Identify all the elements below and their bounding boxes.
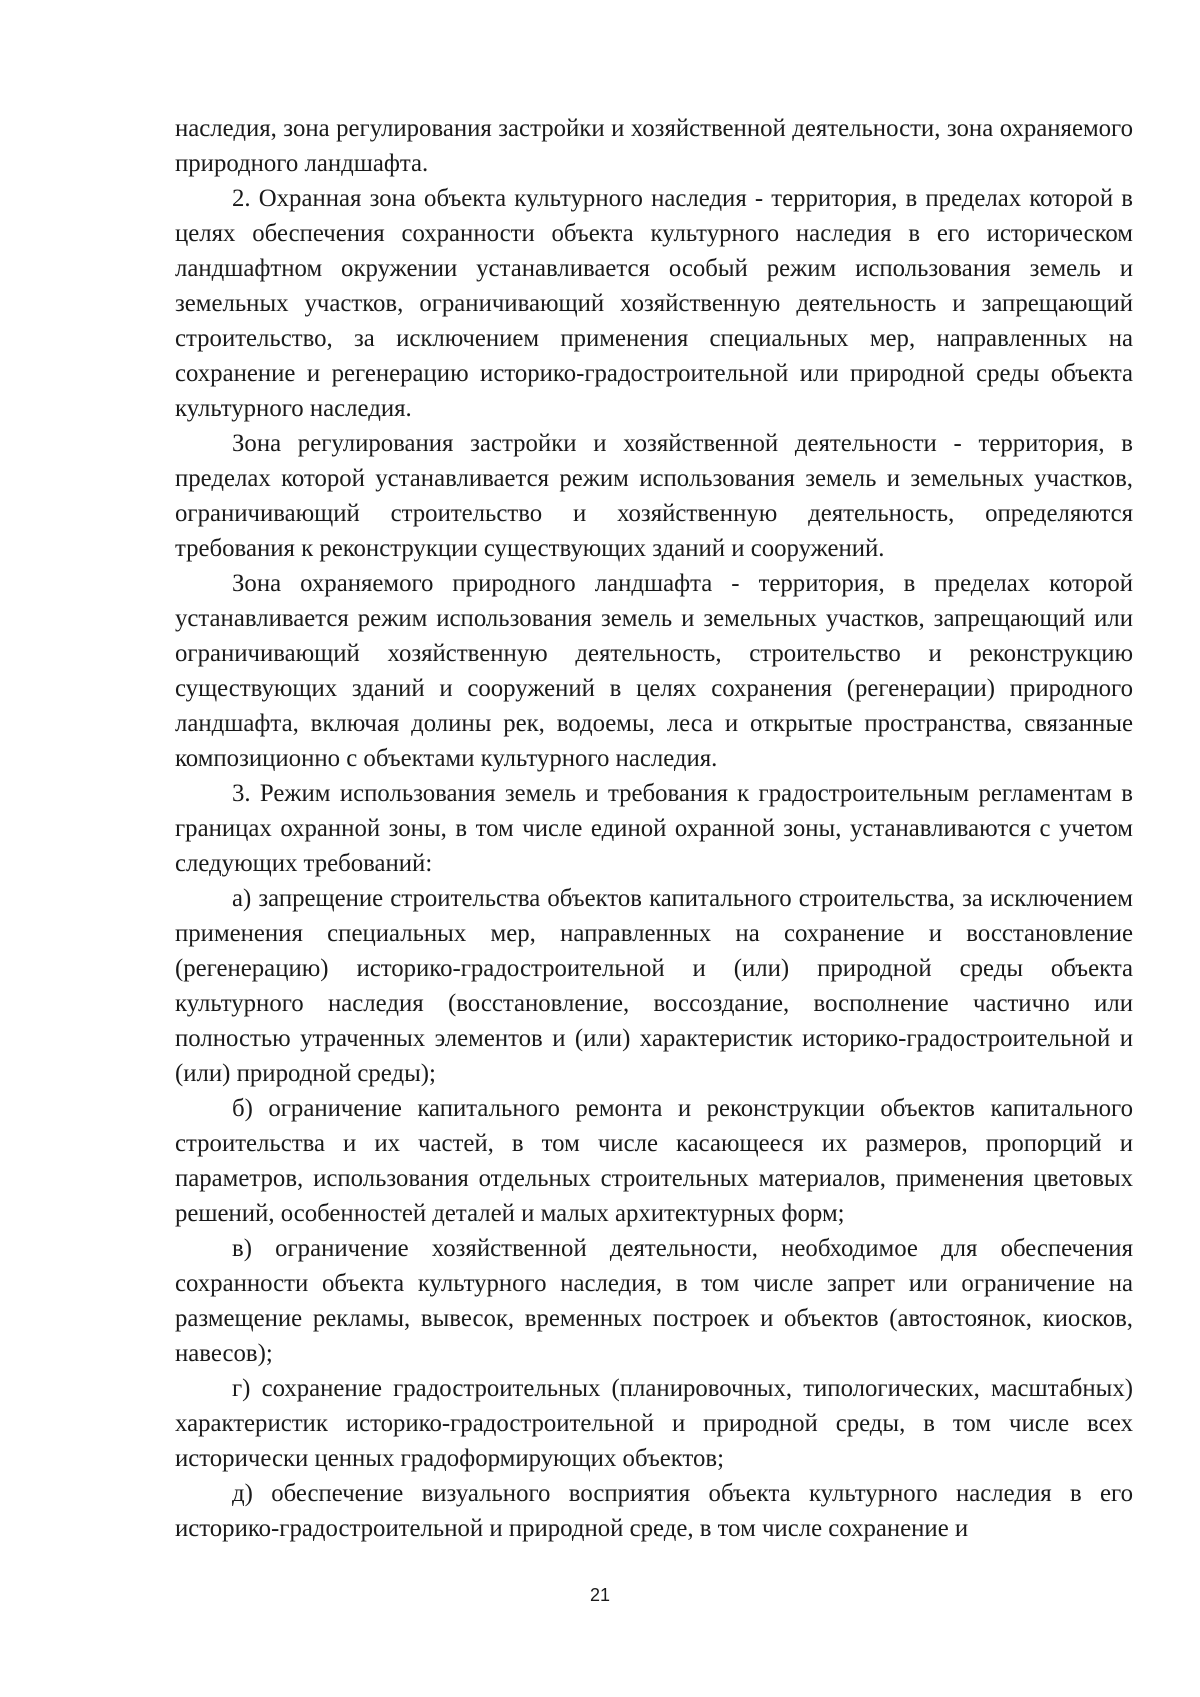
list-item-g: г) сохранение градостроительных (планировочных, типологических, масштабных) характеристик историко-градостроительной и природной среды, в том числе всех исторически ценных градоформирующих объектов; bbox=[175, 1375, 1133, 1472]
paragraph-land-use-regime: 3. Режим использования земель и требования к градостроительным регламентам в границах охранной зоны, в том числе единой охранной зоны, устанавливаются с учетом следующих требований: bbox=[175, 780, 1133, 877]
document-body bbox=[175, 111, 1133, 1546]
page-number: 21 bbox=[589, 1585, 611, 1605]
list-item-v: в) ограничение хозяйственной деятельности, необходимое для обеспечения сохранности объекта культурного наследия, в том числе запрет или ограничение на размещение рекламы, вывесок, временных построек и объектов (автостоянок, киосков, навесов); bbox=[175, 1235, 1133, 1367]
paragraph-regulation-zone: Зона регулирования застройки и хозяйственной деятельности - территория, в пределах которой устанавливается режим использования земель и земельных участков, ограничивающий строительство и хозяйственную деятельность, определяются требования к реконструкции существующих зданий и сооружений. bbox=[175, 430, 1133, 562]
list-item-a: а) запрещение строительства объектов капитального строительства, за исключением применения специальных мер, направленных на сохранение и восстановление (регенерацию) историко-градостроительной и (или) природной среды объекта культурного наследия (восстановление, воссоздание, восполнение частично или полностью утраченных элементов и (или) характеристик историко-градостроительной и (или) природной среды); bbox=[175, 885, 1133, 1087]
paragraph-continuation: наследия, зона регулирования застройки и хозяйственной деятельности, зона охраняемого природного ландшафта. bbox=[175, 115, 1133, 177]
list-item-d: д) обеспечение визуального восприятия объекта культурного наследия в его историко-градостроительной и природной среде, в том числе сохранение и bbox=[175, 1480, 1133, 1542]
paragraph-protection-zone: 2. Охранная зона объекта культурного наследия - территория, в пределах которой в целях обеспечения сохранности объекта культурного наследия в его историческом ландшафтном окружении устанавливается особый режим использования земель и земельных участков, ограничивающий хозяйственную деятельность и запрещающий строительство, за исключением применения специальных мер, направленных на сохранение и регенерацию историко-градостроительной или природной среды объекта культурного наследия. bbox=[175, 185, 1133, 422]
paragraph-landscape-zone: Зона охраняемого природного ландшафта - территория, в пределах которой устанавливается режим использования земель и земельных участков, запрещающий или ограничивающий хозяйственную деятельность, строительство и реконструкцию существующих зданий и сооружений в целях сохранения (регенерации) природного ландшафта, включая долины рек, водоемы, леса и открытые пространства, связанные композиционно с объектами культурного наследия. bbox=[175, 570, 1133, 772]
list-item-b: б) ограничение капитального ремонта и реконструкции объектов капитального строительства и их частей, в том числе касающееся их размеров, пропорций и параметров, использования отдельных строительных материалов, применения цветовых решений, особенностей деталей и малых архитектурных форм; bbox=[175, 1095, 1133, 1227]
